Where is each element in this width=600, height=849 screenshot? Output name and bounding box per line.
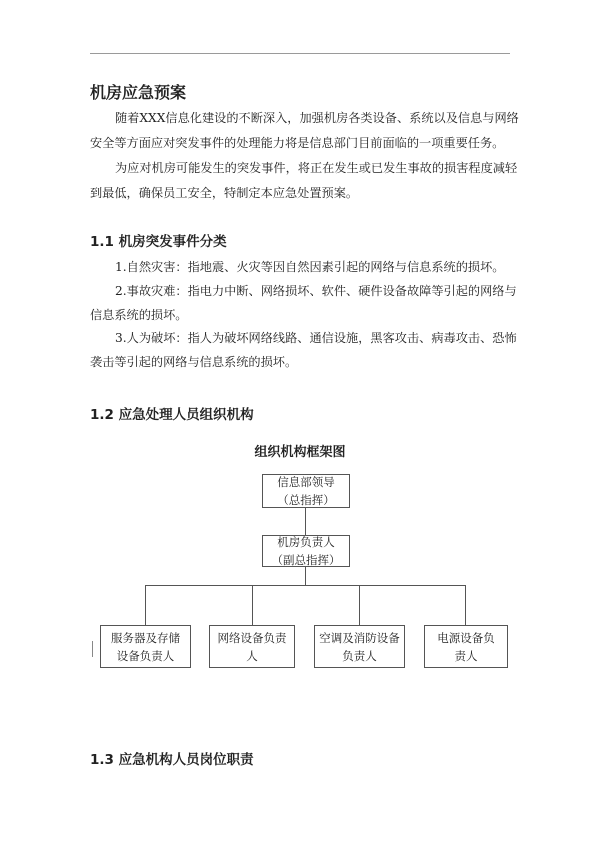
- connector-leaf-4: [465, 585, 466, 625]
- org-box-line: （总指挥）: [277, 493, 335, 507]
- list-item-sabotage: 3.人为破坏：指人为破坏网络线路、通信设施，黑客攻击、病毒攻击、恐怖袭击等引起的网络与信息系统的损坏。: [90, 331, 517, 369]
- org-box-server-storage: [100, 625, 191, 668]
- page-title: 机房应急预案: [90, 83, 187, 102]
- org-box-line: 电源设备负: [437, 630, 495, 645]
- connector-leaf-2: [252, 585, 253, 625]
- connector-mid-bus: [305, 567, 306, 585]
- list-item-natural-disaster: 1.自然灾害：指地震、火灾等因自然因素引起的网络与信息系统的损坏。: [115, 260, 505, 274]
- margin-mark: [92, 641, 93, 657]
- connector-top-mid: [305, 508, 306, 535]
- intro-paragraph-2: 为应对机房可能发生的突发事件，将正在发生或已发生事故的损害程度减轻到最低，确保员工安全，特制定本应急处置预案。: [90, 161, 518, 200]
- org-box-line: 信息部领导: [277, 475, 335, 489]
- section-heading-1-2: 1.2 应急处理人员组织机构: [90, 407, 254, 423]
- connector-bus: [145, 585, 466, 586]
- list-item-accident: 2.事故灾难：指电力中断、网络损坏、软件、硬件设备故障等引起的网络与信息系统的损坏。: [90, 284, 517, 322]
- org-box-line: （副总指挥）: [271, 553, 341, 567]
- connector-leaf-1: [145, 585, 146, 625]
- org-box-line: 负责人: [342, 648, 377, 663]
- org-box-line: 空调及消防设备: [319, 630, 400, 645]
- connector-leaf-3: [359, 585, 360, 625]
- org-box-line: 设备负责人: [116, 648, 175, 663]
- org-box-line: 机房负责人: [277, 535, 335, 549]
- org-box-line: 网络设备负责: [217, 630, 287, 645]
- org-box-hvac-fire: [314, 625, 405, 668]
- org-box-line: 人: [246, 648, 258, 663]
- org-box-room-manager: [262, 535, 350, 567]
- org-chart-title: 组织机构框架图: [254, 445, 346, 460]
- org-box-power: [424, 625, 508, 668]
- intro-paragraph-1: 随着XXX信息化建设的不断深入，加强机房各类设备、系统以及信息与网络安全等方面应对突发事件的处理能力将是信息部门目前面临的一项重要任务。: [90, 111, 519, 150]
- section-heading-1-3: 1.3 应急机构人员岗位职责: [90, 752, 254, 768]
- section-heading-1-1: 1.1 机房突发事件分类: [90, 234, 227, 250]
- org-box-line: 服务器及存储: [111, 630, 180, 645]
- org-box-network: [209, 625, 295, 668]
- org-box-line: 责人: [454, 648, 478, 663]
- header-rule: [90, 53, 510, 54]
- org-box-info-dept-leader: [262, 474, 350, 508]
